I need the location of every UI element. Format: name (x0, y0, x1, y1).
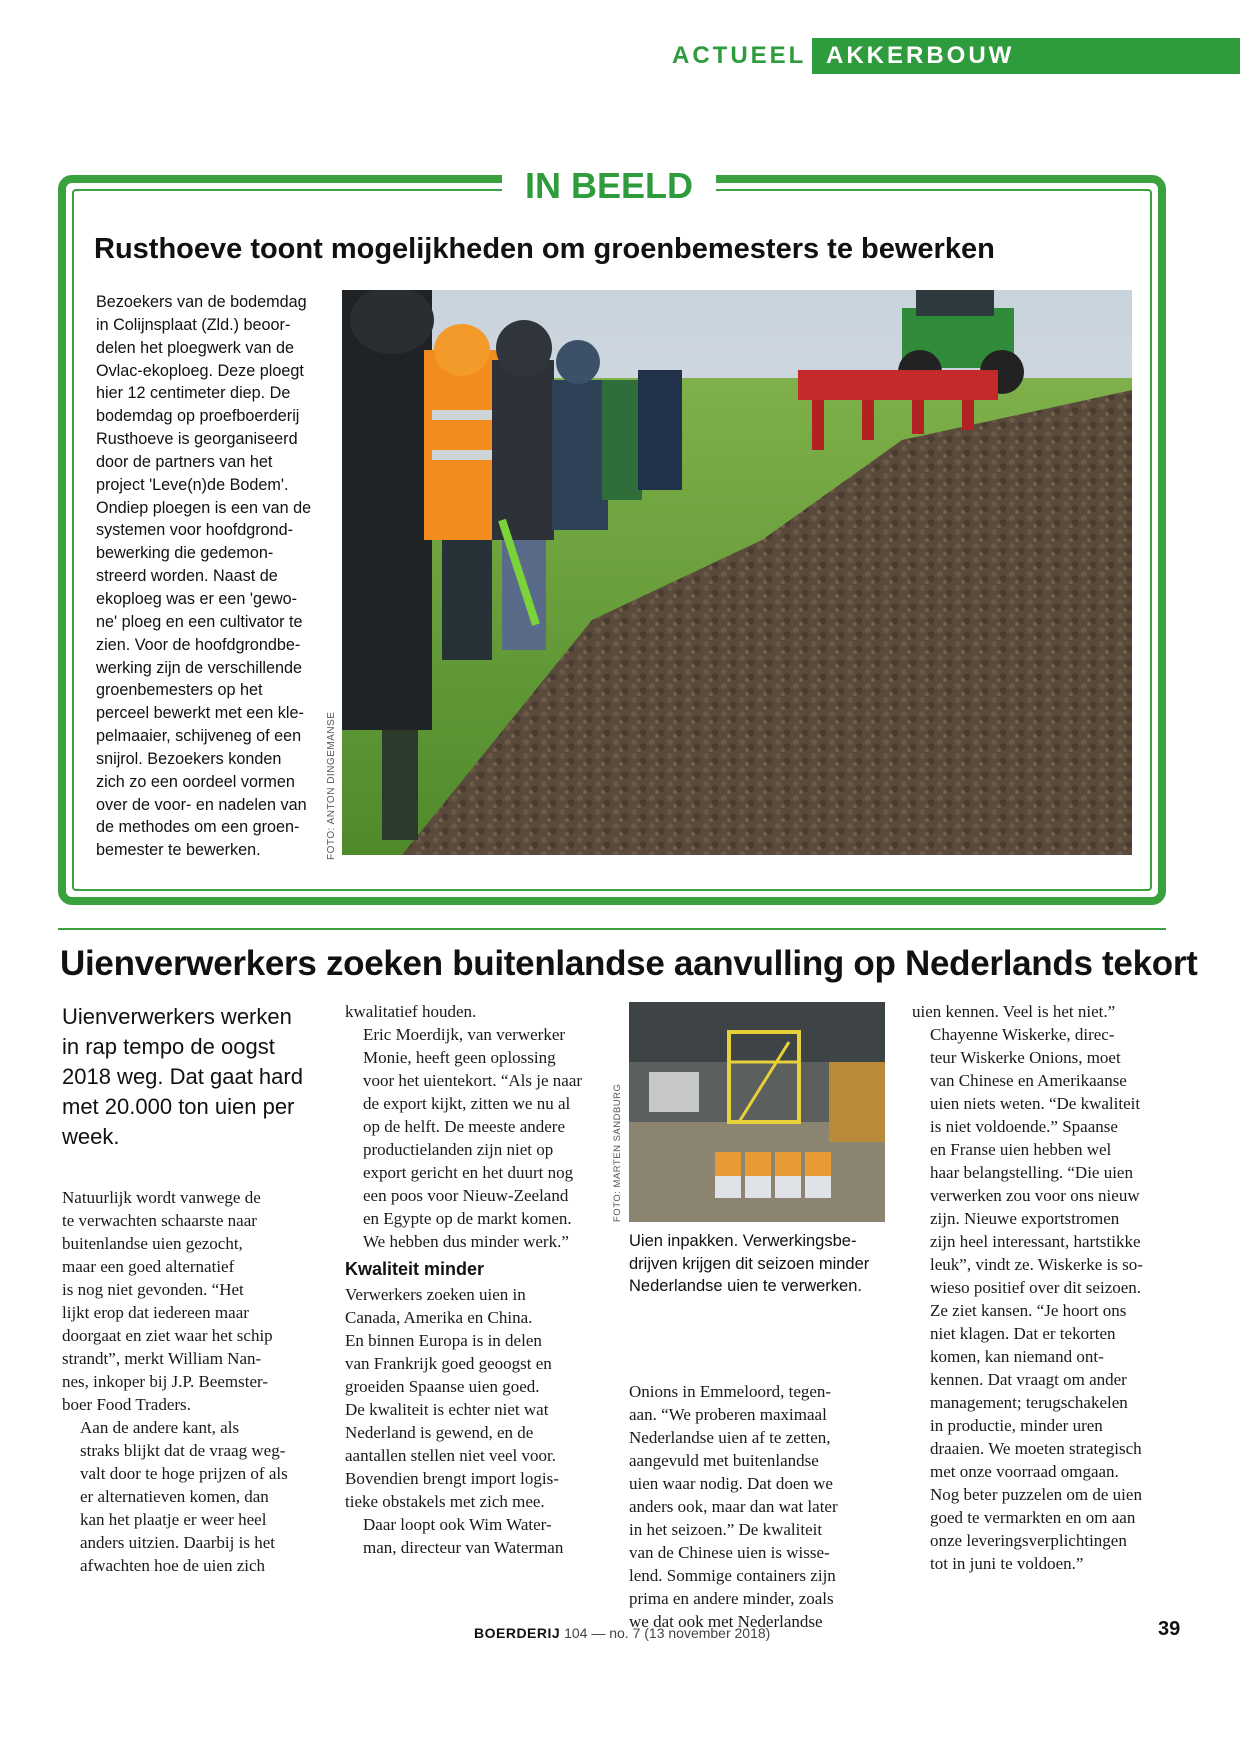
text-line: project 'Leve(n)de Bodem'. (96, 475, 289, 494)
text-line: Nederlandse uien te verwerken. (629, 1277, 862, 1295)
issue-info: 104 — no. 7 (13 november 2018) (564, 1625, 771, 1641)
paragraph (345, 1513, 607, 1559)
text-line: prima en andere minder, zoals (629, 1589, 834, 1608)
text-line: aantallen stellen niet veel voor. (345, 1446, 557, 1465)
text-line: leuk”, vindt ze. Wiskerke is so- (930, 1255, 1143, 1274)
text-line: lend. Sommige containers zijn (629, 1566, 836, 1585)
text-line: kennen. Dat vraagt om ander (930, 1370, 1127, 1389)
text-line: uien kennen. Veel is het niet.” (912, 1002, 1116, 1021)
article-lead (62, 1002, 330, 1152)
text-line: we dat ook met Nederlandse (629, 1612, 823, 1631)
text-line: streerd worden. Naast de (96, 567, 278, 586)
paragraph (62, 1186, 324, 1416)
text-line: boer Food Traders. (62, 1395, 191, 1414)
text-line: doorgaat en ziet waar het schip (62, 1326, 273, 1345)
paragraph (62, 1416, 324, 1577)
text-line: productielanden zijn niet op (363, 1140, 554, 1159)
text-line: tieke obstakels met zich mee. (345, 1492, 545, 1511)
text-line: in rap tempo de oogst (62, 1034, 275, 1059)
text-line: met 20.000 ton uien per (62, 1094, 295, 1119)
text-line: in het seizoen.” De kwaliteit (629, 1520, 823, 1539)
text-line: tot in juni te voldoen.” (930, 1554, 1084, 1573)
text-line: is nog niet gevonden. “Het (62, 1280, 244, 1299)
in-beeld-body (96, 291, 328, 862)
photo-caption (629, 1230, 891, 1298)
text-line: van Chinese en Amerikaanse (930, 1071, 1127, 1090)
text-line: in Colijnsplaat (Zld.) beoor- (96, 315, 291, 334)
text-line: wieso positief over dit seizoen. (930, 1278, 1142, 1297)
text-line: Ze ziet kansen. “Je hoort ons (930, 1301, 1127, 1320)
article-column-3 (629, 1380, 891, 1633)
text-line: voor het uientekort. “Als je naar (363, 1071, 583, 1090)
text-line: er alternatieven komen, dan (80, 1487, 269, 1506)
text-line: week. (62, 1124, 120, 1149)
text-line: teur Wiskerke Onions, moet (930, 1048, 1121, 1067)
text-line: is niet voldoende.” Spaanse (930, 1117, 1118, 1136)
text-line: zien. Voor de hoofdgrondbe- (96, 635, 301, 654)
text-line: komen, kan niemand ont- (930, 1347, 1104, 1366)
text-line: delen het ploegwerk van de (96, 338, 294, 357)
text-line: Natuurlijk wordt vanwege de (62, 1188, 261, 1207)
factory-photo (629, 1002, 885, 1222)
paragraph (912, 1023, 1174, 1575)
text-line: nes, inkoper bij J.P. Beemster- (62, 1372, 268, 1391)
text-line: En binnen Europa is in delen (345, 1331, 542, 1350)
text-line: een poos voor Nieuw-Zeeland (363, 1186, 569, 1205)
text-line: 2018 weg. Dat gaat hard (62, 1064, 303, 1089)
text-line: haar belangstelling. “Die uien (930, 1163, 1133, 1182)
text-line: Daar loopt ook Wim Water- (363, 1515, 552, 1534)
text-line: export gericht en het duurt nog (363, 1163, 574, 1182)
text-line: bodemdag op proefboerderij (96, 407, 300, 426)
text-line: hier 12 centimeter diep. De (96, 384, 291, 403)
section-rule (58, 928, 1166, 930)
text-line: perceel bewerkt met een kle- (96, 704, 304, 723)
text-line: drijven krijgen dit seizoen minder (629, 1254, 870, 1273)
text-line: We hebben dus minder werk.” (363, 1232, 569, 1251)
text-line: afwachten hoe de uien zich (80, 1556, 266, 1575)
text-line: de export kijkt, zitten we nu al (363, 1094, 571, 1113)
text-line: man, directeur van Waterman (363, 1538, 564, 1557)
text-line: management; terugschakelen (930, 1393, 1128, 1412)
text-line: pelmaaier, schijveneg of een (96, 727, 302, 746)
text-line: Nederland is gewend, en de (345, 1423, 534, 1442)
text-line: anders ook, maar dan wat later (629, 1497, 838, 1516)
text-line: anders uitzien. Daarbij is het (80, 1533, 275, 1552)
text-line: groeiden Spaanse uien goed. (345, 1377, 540, 1396)
footer (474, 1622, 770, 1644)
text-line: onze leveringsverplichtingen (930, 1531, 1127, 1550)
section-label: ACTUEEL (672, 42, 807, 69)
article-column-2 (345, 1000, 607, 1559)
text-line: valt door te hoge prijzen of als (80, 1464, 288, 1483)
text-line: Nederlandse uien af te zetten, (629, 1428, 831, 1447)
text-line: niet klagen. Dat er tekorten (930, 1324, 1116, 1343)
text-line: werking zijn de verschillende (96, 658, 303, 677)
text-line: Bovendien brengt import logis- (345, 1469, 559, 1488)
text-line: Bezoekers van de bodemdag (96, 293, 307, 311)
paragraph (345, 1283, 607, 1513)
photo-credit: FOTO: ANTON DINGEMANSE (326, 711, 337, 860)
text-line: Verwerkers zoeken uien in (345, 1285, 526, 1304)
text-line: van Frankrijk goed geoogst en (345, 1354, 552, 1373)
text-line: Chayenne Wiskerke, direc- (930, 1025, 1115, 1044)
text-line: kan het plaatje er weer heel (80, 1510, 267, 1529)
in-beeld-title: Rusthoeve toont mogelijkheden om groenbemesters te bewerken (94, 233, 995, 265)
text-line: zijn. Nieuwe exportstromen (930, 1209, 1120, 1228)
text-line: aangevuld met buitenlandse (629, 1451, 819, 1470)
text-line: Ovlac-ekoploeg. Deze ploegt (96, 361, 304, 380)
text-line: snijrol. Bezoekers konden (96, 749, 282, 768)
text-line: draaien. We moeten strategisch (930, 1439, 1142, 1458)
magazine-name: BOERDERIJ (474, 1625, 561, 1641)
text-line: zich zo een oordeel vormen (96, 772, 295, 791)
text-line: in productie, minder uren (930, 1416, 1103, 1435)
text-line: groenbemesters op het (96, 681, 263, 700)
text-line: aan. “We proberen maximaal (629, 1405, 827, 1424)
text-line: te verwachten schaarste naar (62, 1211, 257, 1230)
text-line: en Franse uien hebben wel (930, 1140, 1112, 1159)
text-line: Onions in Emmeloord, tegen- (629, 1382, 832, 1401)
article-column-4 (912, 1000, 1174, 1575)
paragraph (912, 1000, 1174, 1023)
text-line: Monie, heeft geen oplossing (363, 1048, 556, 1067)
subheading: Kwaliteit minder (345, 1259, 485, 1279)
text-line: Eric Moerdijk, van verwerker (363, 1025, 566, 1044)
paragraph (629, 1380, 891, 1633)
text-line: zijn heel interessant, hartstikke (930, 1232, 1141, 1251)
paragraph (345, 1023, 607, 1253)
article-title: Uienverwerkers zoeken buitenlandse aanvulling op Nederlands tekort (60, 944, 1198, 983)
paragraph (345, 1000, 607, 1023)
text-line: buitenlandse uien gezocht, (62, 1234, 243, 1253)
text-line: ekoploeg was er een 'gewo- (96, 589, 298, 608)
text-line: Nog beter puzzelen om de uien (930, 1485, 1142, 1504)
text-line: ne' ploeg en een cultivator te (96, 612, 303, 631)
text-line: Uien inpakken. Verwerkingsbe- (629, 1232, 857, 1250)
article-column-1 (62, 1186, 324, 1577)
text-line: over de voor- en nadelen van (96, 795, 307, 814)
in-beeld-label: IN BEELD (524, 165, 693, 206)
text-line: lijkt erop dat iedereen maar (62, 1303, 249, 1322)
text-line: de methodes om een groen- (96, 818, 300, 837)
text-line: straks blijkt dat de vraag weg- (80, 1441, 286, 1460)
text-line: uien niets weten. “De kwaliteit (930, 1094, 1141, 1113)
photo-credit: FOTO: MARTEN SANDBURG (612, 1083, 623, 1222)
field-photo (342, 290, 1132, 855)
text-line: bemester te bewerken. (96, 841, 261, 860)
text-line: Ondiep ploegen is een van de (96, 498, 312, 517)
text-line: Canada, Amerika en China. (345, 1308, 533, 1327)
text-line: De kwaliteit is echter niet wat (345, 1400, 549, 1419)
text-line: Aan de andere kant, als (80, 1418, 240, 1437)
text-line: door de partners van het (96, 452, 273, 471)
page-number: 39 (1158, 1618, 1181, 1640)
text-line: maar een goed alternatief (62, 1257, 235, 1276)
text-line: van de Chinese uien is wisse- (629, 1543, 830, 1562)
category-label: AKKERBOUW (826, 42, 1015, 69)
text-line: strandt”, merkt William Nan- (62, 1349, 262, 1368)
text-line: op de helft. De meeste andere (363, 1117, 566, 1136)
text-line: goed te vermarkten en om aan (930, 1508, 1136, 1527)
text-line: met onze voorraad omgaan. (930, 1462, 1119, 1481)
text-line: uien waar nodig. Dat doen we (629, 1474, 833, 1493)
text-line: systemen voor hoofdgrond- (96, 521, 294, 540)
text-line: en Egypte op de markt komen. (363, 1209, 572, 1228)
text-line: kwalitatief houden. (345, 1002, 477, 1021)
text-line: verwerken zou voor ons nieuw (930, 1186, 1140, 1205)
text-line: Uienverwerkers werken (62, 1004, 292, 1029)
text-line: Rusthoeve is georganiseerd (96, 430, 298, 449)
text-line: bewerking die gedemon- (96, 544, 274, 563)
